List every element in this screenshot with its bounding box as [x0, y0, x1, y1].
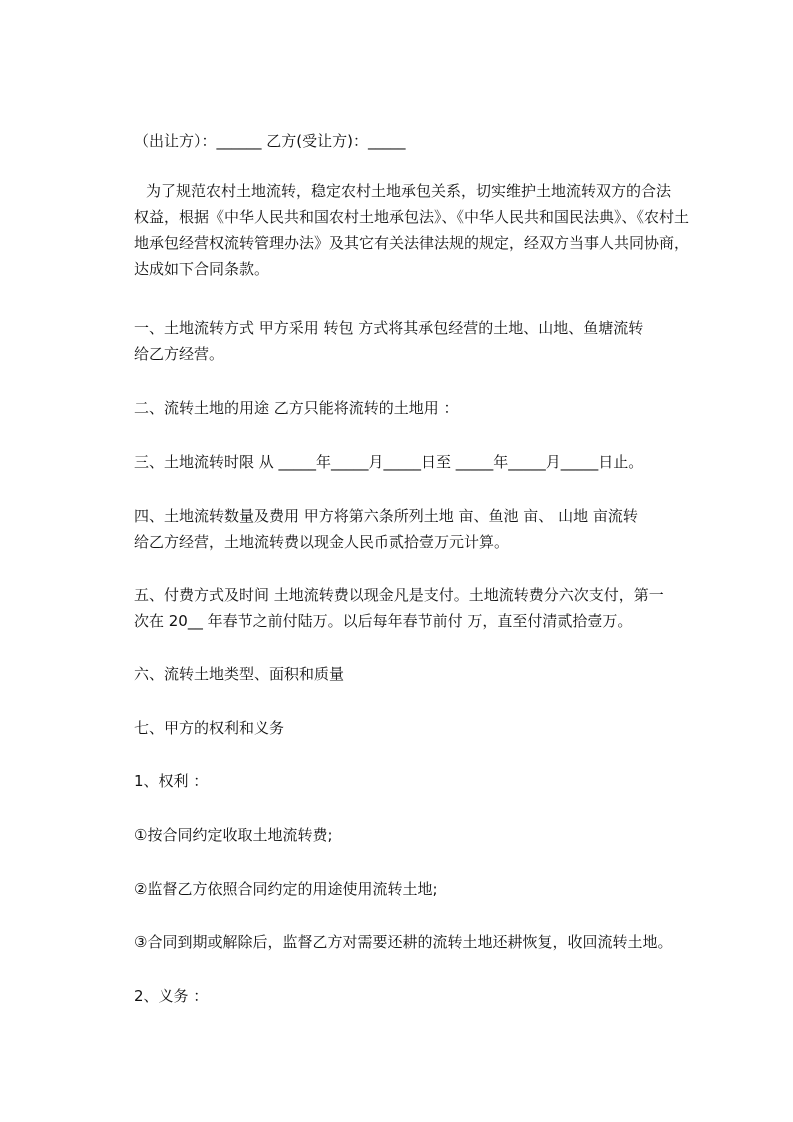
intro-line-4: 达成如下合同条款。 — [134, 260, 270, 278]
clause-4-line-1: 四、土地流转数量及费用 甲方将第六条所列土地 亩、鱼池 亩、 山地 亩流转 — [134, 507, 638, 525]
clause-2: 二、流转土地的用途 乙方只能将流转的土地用 ： — [134, 399, 459, 417]
clause-4-line-2: 给乙方经营，土地流转费以现金人民币贰拾壹万元计算。 — [134, 533, 510, 551]
right-item-1: ①按合同约定收取土地流转费; — [134, 826, 333, 844]
parties-line: （出让方）：______ 乙方(受让方)：_____ — [134, 132, 406, 150]
intro-line-3: 地承包经营权流转管理办法》及其它有关法律法规的规定，经双方当事人共同协商， — [134, 234, 690, 252]
duties-heading: 2、义务 ： — [134, 987, 209, 1005]
clause-4-paragraph — [134, 503, 714, 555]
clause-6: 六、流转土地类型、面积和质量 — [134, 665, 345, 683]
intro-paragraph — [134, 178, 714, 282]
clause-1-line-2: 给乙方经营。 — [134, 345, 225, 363]
right-item-3: ③合同到期或解除后，监督乙方对需要还耕的流转土地还耕恢复，收回流转土地。 — [134, 933, 673, 951]
rights-heading: 1、权利 ： — [134, 772, 209, 790]
clause-1-line-1: 一、土地流转方式 甲方采用 转包 方式将其承包经营的土地、山地、鱼塘流转 — [134, 319, 644, 337]
clause-5-line-2: 次在 20__ 年春节之前付陆万。以后每年春节前付 万，直至付清贰拾壹万。 — [134, 612, 633, 630]
clause-3: 三、土地流转时限 从 _____年_____月_____日至 _____年_____月_____日止。 — [134, 453, 644, 471]
right-item-2: ②监督乙方依照合同约定的用途使用流转土地; — [134, 880, 438, 898]
intro-line-1: 为了规范农村土地流转，稳定农村土地承包关系，切实维护土地流转双方的合法 — [146, 182, 672, 200]
clause-7: 七、甲方的权利和义务 — [134, 719, 285, 737]
clause-5-line-1: 五、付费方式及时间 土地流转费以现金凡是支付。土地流转费分六次支付，第一 — [134, 586, 664, 604]
clause-1-paragraph — [134, 315, 714, 367]
clause-5-paragraph — [134, 582, 714, 634]
intro-line-2: 权益，根据《中华人民共和国农村土地承包法》、《中华人民共和国民法典》、《农村土 — [134, 208, 690, 226]
